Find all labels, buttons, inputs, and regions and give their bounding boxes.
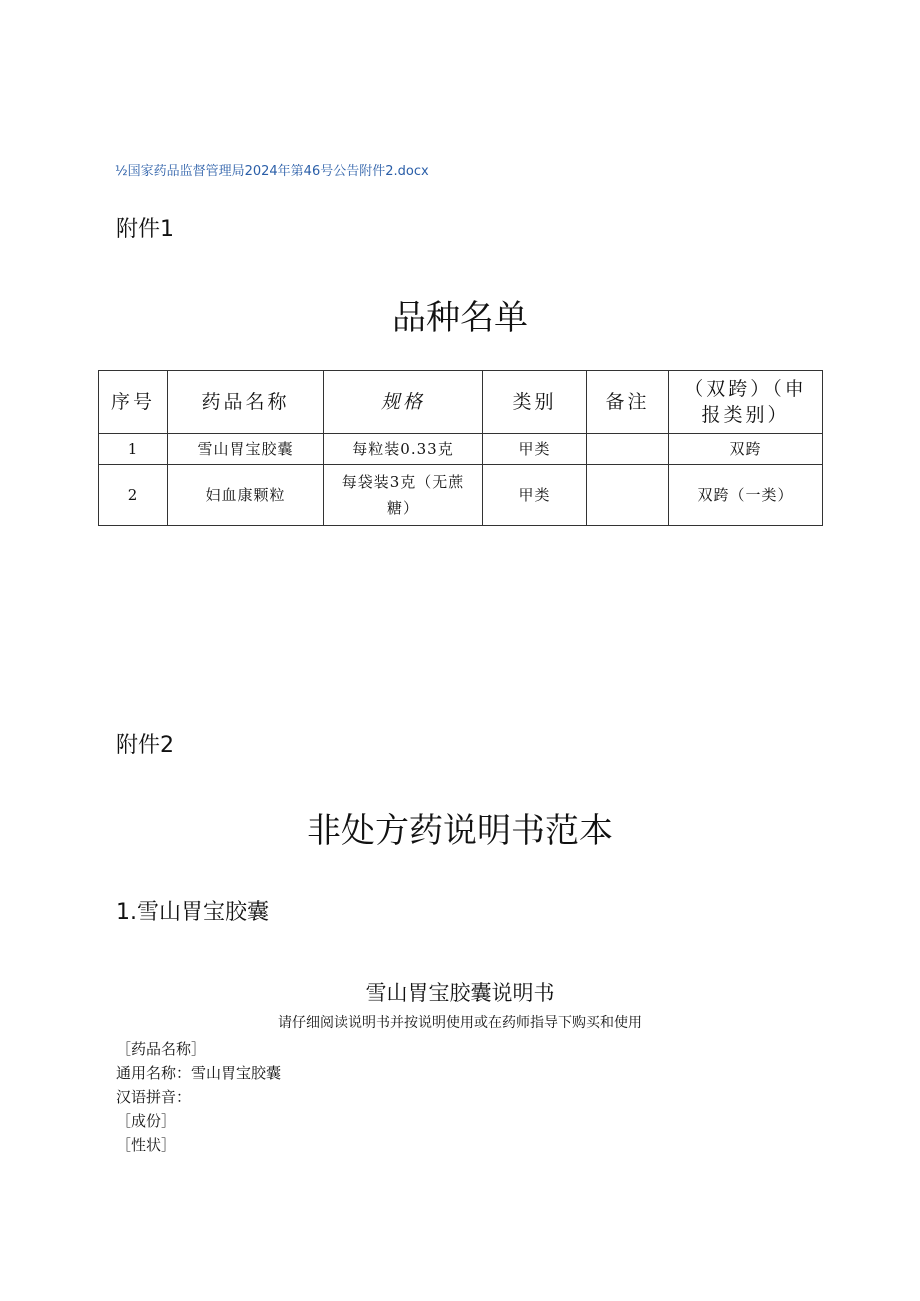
header-index: 序号 xyxy=(99,371,168,434)
cell-spec: 每袋装3克（无蔗糖） xyxy=(324,465,483,526)
cell-dual-category: 双跨 xyxy=(669,434,823,465)
cell-drug-name: 雪山胃宝胶囊 xyxy=(168,434,324,465)
leaflet-title: 雪山胃宝胶囊说明书 xyxy=(365,981,555,1005)
document-link[interactable]: ½国家药品监督管理局2024年第46号公告附件2.docx xyxy=(115,164,429,179)
cell-index: 1 xyxy=(99,434,168,465)
field-properties-heading: ［性状］ xyxy=(116,1136,177,1154)
cell-remarks xyxy=(587,465,669,526)
header-category: 类别 xyxy=(483,371,587,434)
header-spec: 规格 xyxy=(324,371,483,434)
table-row xyxy=(99,465,823,526)
cell-drug-name: 妇血康颗粒 xyxy=(168,465,324,526)
cell-dual-category: 双跨（一类） xyxy=(669,465,823,526)
header-remarks: 备注 xyxy=(587,371,669,434)
table-header-row xyxy=(99,371,823,434)
field-drug-name-heading: ［药品名称］ xyxy=(116,1040,207,1058)
field-ingredients-heading: ［成份］ xyxy=(116,1112,177,1130)
header-dual-category: （双跨）（申报类别） xyxy=(669,371,823,434)
otc-template-title: 非处方药说明书范本 xyxy=(307,811,613,851)
cell-category: 甲类 xyxy=(483,465,587,526)
attachment-1-label: 附件1 xyxy=(116,217,174,242)
attachment-2-label: 附件2 xyxy=(116,733,174,758)
cell-remarks xyxy=(587,434,669,465)
leaflet-note: 请仔细阅读说明书并按说明使用或在药师指导下购买和使用 xyxy=(278,1015,642,1031)
variety-list-title: 品种名单 xyxy=(392,298,528,338)
cell-category: 甲类 xyxy=(483,434,587,465)
cell-index: 2 xyxy=(99,465,168,526)
header-drug-name: 药品名称 xyxy=(168,371,324,434)
field-pinyin: 汉语拼音： xyxy=(116,1088,192,1106)
cell-spec: 每粒装0.33克 xyxy=(324,434,483,465)
variety-table xyxy=(98,370,823,526)
section-heading: 1.雪山胃宝胶囊 xyxy=(116,900,269,925)
table-row xyxy=(99,434,823,465)
field-common-name: 通用名称：雪山胃宝胶囊 xyxy=(116,1064,282,1082)
